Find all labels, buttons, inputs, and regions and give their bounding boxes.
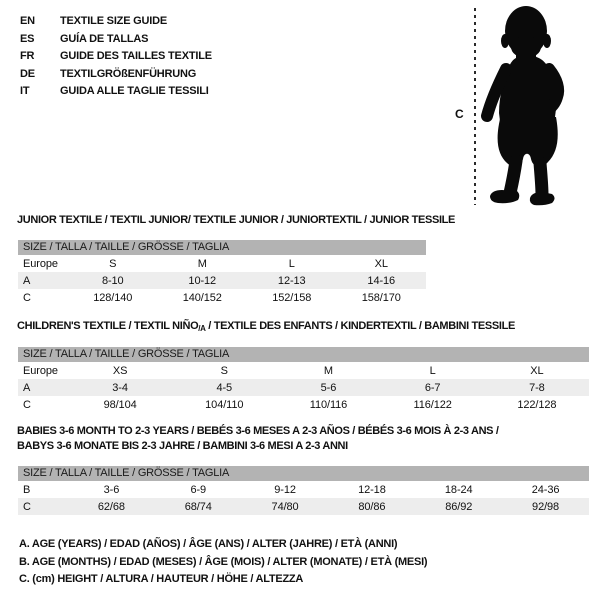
size-cell: 98/104	[103, 398, 137, 411]
language-row-de	[20, 66, 212, 84]
section-title-junior: JUNIOR TEXTILE / TEXTIL JUNIOR/ TEXTILE JUNIOR / JUNIORTEXTIL / JUNIOR TESSILE	[17, 214, 456, 226]
row-label: A	[23, 274, 31, 287]
size-cell: L	[288, 257, 295, 270]
babies-title-line2: BABYS 3-6 MONATE BIS 2-3 JAHRE / BAMBINI 3-6 MESI A 2-3 ANNI	[17, 439, 348, 452]
size-cell: XL	[374, 257, 388, 270]
height-dashed-line	[474, 8, 476, 205]
size-cell: XL	[530, 364, 544, 377]
language-row-en	[20, 13, 212, 31]
table-row	[18, 255, 426, 272]
children-title-subscript: /A	[198, 324, 206, 333]
row-label: Europe	[23, 257, 58, 270]
size-cell: 4-5	[216, 381, 233, 394]
toddler-silhouette-icon	[480, 3, 568, 207]
size-cell: 3-6	[103, 483, 120, 496]
size-cell: 158/170	[361, 291, 401, 304]
size-cell: M	[197, 257, 207, 270]
size-cell: 92/98	[532, 500, 560, 513]
size-cell: 68/74	[184, 500, 212, 513]
size-cell: 7-8	[529, 381, 545, 394]
children-title-suffix: / TEXTILE DES ENFANTS / KINDERTEXTIL / BAMBINI TESSILE	[205, 320, 515, 332]
junior-table-grid	[18, 255, 426, 306]
size-cell: 6-9	[190, 483, 207, 496]
language-list	[20, 13, 212, 101]
junior-size-table	[18, 240, 426, 306]
size-cell: 18-24	[444, 483, 473, 496]
size-header-bar: SIZE / TALLA / TAILLE / GRÖSSE / TAGLIA	[18, 347, 589, 362]
language-label: TEXTILGRÖßENFÜHRUNG	[60, 67, 197, 80]
language-label: GUÍA DE TALLAS	[60, 32, 149, 45]
language-code: FR	[20, 50, 35, 62]
table-row	[18, 396, 589, 413]
size-cell: 140/152	[182, 291, 222, 304]
legend-line-c: C. (cm) HEIGHT / ALTURA / HAUTEUR / HÖHE / ALTEZZA	[19, 573, 304, 585]
size-cell: 104/110	[205, 398, 244, 411]
row-label: Europe	[23, 364, 58, 377]
size-cell: 74/80	[271, 500, 299, 513]
legend-line-b: B. AGE (MONTHS) / EDAD (MESES) / ÂGE (MOIS) / ALTER (MONATE) / ETÀ (MESI)	[19, 555, 428, 568]
language-code: DE	[20, 67, 35, 80]
size-cell: M	[323, 364, 333, 377]
size-cell: 110/116	[309, 398, 348, 411]
size-cell: 24-36	[531, 483, 560, 496]
babies-table-grid	[18, 481, 589, 515]
size-cell: 80/86	[358, 500, 386, 513]
language-row-fr	[20, 48, 212, 66]
size-header-bar: SIZE / TALLA / TAILLE / GRÖSSE / TAGLIA	[18, 240, 426, 255]
size-header-bar: SIZE / TALLA / TAILLE / GRÖSSE / TAGLIA	[18, 466, 589, 481]
size-cell: 152/158	[272, 291, 312, 304]
size-cell: 12-18	[358, 483, 386, 496]
height-marker-label: C	[455, 107, 464, 121]
row-label: B	[23, 483, 31, 496]
size-cell: S	[220, 364, 228, 377]
language-code: ES	[20, 32, 35, 45]
language-label: GUIDA ALLE TAGLIE TESSILI	[60, 85, 209, 97]
legend-line-a: A. AGE (YEARS) / EDAD (AÑOS) / ÂGE (ANS) / ALTER (JAHRE) / ETÀ (ANNI)	[19, 538, 398, 550]
children-title-prefix: CHILDREN'S TEXTILE / TEXTIL NIÑO	[17, 320, 199, 332]
row-label: C	[23, 398, 31, 411]
table-row	[18, 362, 589, 379]
children-table-grid	[18, 362, 589, 413]
size-cell: S	[109, 257, 117, 270]
size-cell: 9-12	[274, 483, 296, 496]
section-title-babies	[17, 424, 499, 453]
language-row-es	[20, 31, 212, 49]
language-label: TEXTILE SIZE GUIDE	[60, 15, 168, 27]
size-cell: L	[429, 364, 436, 377]
row-label: A	[23, 381, 31, 394]
size-cell: 122/128	[517, 398, 557, 411]
children-size-table	[18, 347, 589, 413]
size-cell: 3-4	[112, 381, 128, 394]
language-code: IT	[20, 85, 30, 97]
size-cell: XS	[112, 364, 128, 377]
size-cell: 62/68	[97, 500, 125, 513]
babies-size-table	[18, 466, 589, 515]
size-cell: 116/122	[413, 398, 452, 411]
row-label: C	[23, 291, 31, 304]
language-row-it	[20, 83, 212, 101]
measurement-legend	[19, 536, 427, 589]
table-row	[18, 481, 589, 498]
size-cell: 14-16	[367, 274, 396, 287]
table-row	[18, 272, 426, 289]
section-title-children	[17, 319, 515, 337]
size-cell: 86/92	[445, 500, 473, 513]
size-cell: 6-7	[424, 381, 441, 394]
table-row	[18, 379, 589, 396]
table-row	[18, 498, 589, 515]
row-label: C	[23, 500, 31, 513]
size-cell: 8-10	[101, 274, 124, 287]
table-row	[18, 289, 426, 306]
language-code: EN	[20, 15, 35, 27]
size-cell: 128/140	[93, 291, 133, 304]
size-cell: 5-6	[320, 381, 337, 394]
babies-title-line1: BABIES 3-6 MONTH TO 2-3 YEARS / BEBÉS 3-6 MESES A 2-3 AÑOS / BÉBÉS 3-6 MOIS À 2-3 ANS /	[17, 425, 499, 437]
size-cell: 12-13	[277, 274, 306, 287]
language-label: GUIDE DES TAILLES TEXTILE	[60, 50, 212, 62]
size-cell: 10-12	[188, 274, 217, 287]
